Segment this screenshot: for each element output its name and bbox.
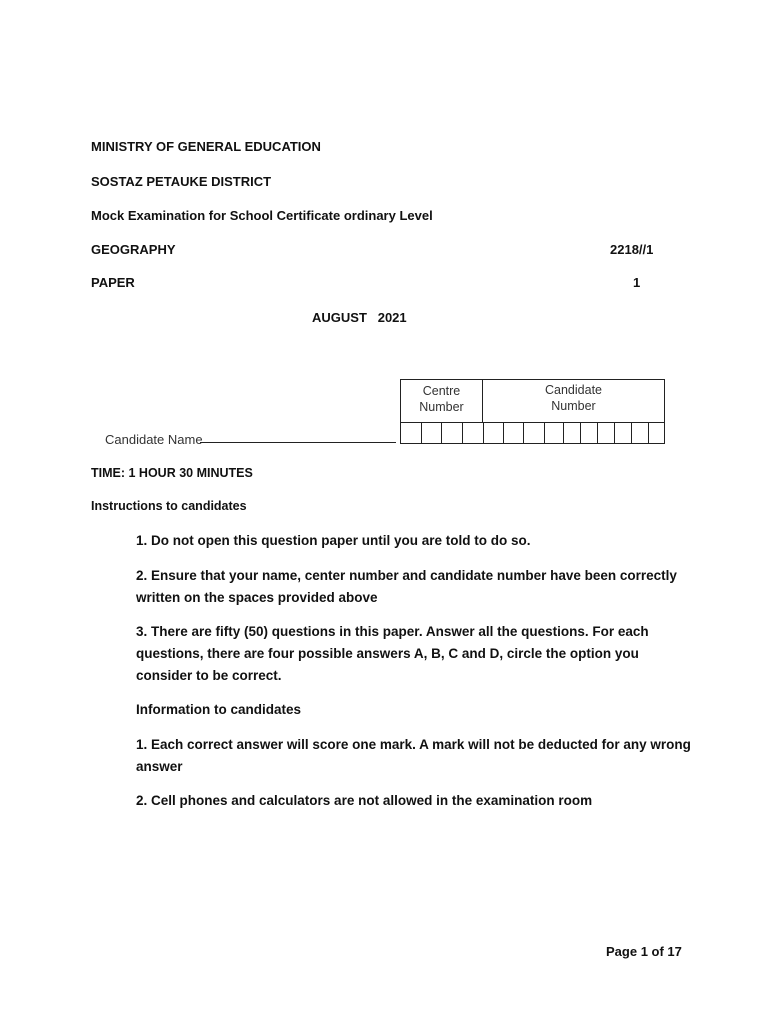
information-item: 2. Cell phones and calculators are not allowed in the examination room <box>136 793 593 808</box>
candidate-digit-box[interactable] <box>614 423 632 443</box>
candidate-name-label: Candidate Name <box>105 432 203 447</box>
paper-number: 1 <box>633 275 641 290</box>
ministry-heading: MINISTRY OF GENERAL EDUCATION <box>91 139 321 154</box>
information-item: 1. Each correct answer will score one mark. A mark will not be deducted for any wrong answer <box>136 737 691 774</box>
subject-code: 2218//1 <box>610 242 654 257</box>
candidate-digit-box[interactable] <box>483 423 504 443</box>
candidate-digit-box[interactable] <box>648 423 664 443</box>
district-heading: SOSTAZ PETAUKE DISTRICT <box>91 174 272 189</box>
candidate-digit-box[interactable] <box>580 423 598 443</box>
candidate-number-header <box>483 380 664 424</box>
candidate-number-table <box>400 379 665 444</box>
instruction-item: 3. There are fifty (50) questions in this paper. Answer all the questions. For each questions, there are four possible answers A, B, C and D, circle the option you consider to be correct. <box>136 624 649 683</box>
centre-digit-box[interactable] <box>462 423 484 443</box>
candidate-digit-box[interactable] <box>563 423 581 443</box>
candidate-digit-box[interactable] <box>544 423 564 443</box>
candidate-digit-box[interactable] <box>597 423 615 443</box>
page-number <box>606 944 682 959</box>
page-of: of <box>647 944 668 959</box>
exam-title: Mock Examination for School Certificate ordinary Level <box>91 208 433 223</box>
candidate-label-line-1: Candidate <box>545 383 602 397</box>
centre-label-line-2: Number <box>419 400 464 414</box>
centre-number-header <box>401 380 483 422</box>
candidate-digit-box[interactable] <box>503 423 524 443</box>
page-current: 1 <box>640 944 648 959</box>
page-total: 17 <box>667 944 682 959</box>
instructions-heading: Instructions to candidates <box>91 499 247 513</box>
candidate-digit-box[interactable] <box>631 423 649 443</box>
instruction-item: 2. Ensure that your name, center number and candidate number have been correctly written on the spaces provided above <box>136 568 677 605</box>
exam-date: AUGUST 2021 <box>312 310 407 325</box>
candidate-digit-box[interactable] <box>523 423 545 443</box>
exam-duration: TIME: 1 HOUR 30 MINUTES <box>91 466 253 480</box>
paper-label: PAPER <box>91 275 135 290</box>
instruction-item: 1. Do not open this question paper until you are told to do so. <box>136 533 531 548</box>
centre-digit-box[interactable] <box>401 423 422 443</box>
candidate-label-line-2: Number <box>551 399 596 413</box>
information-heading: Information to candidates <box>136 702 302 717</box>
centre-digit-box[interactable] <box>421 423 442 443</box>
subject-label: GEOGRAPHY <box>91 242 176 257</box>
page-prefix: Page <box>606 944 641 959</box>
number-entry-row <box>401 422 664 443</box>
centre-digit-box[interactable] <box>441 423 463 443</box>
candidate-name-field[interactable] <box>200 442 396 443</box>
centre-label-line-1: Centre <box>422 384 461 398</box>
